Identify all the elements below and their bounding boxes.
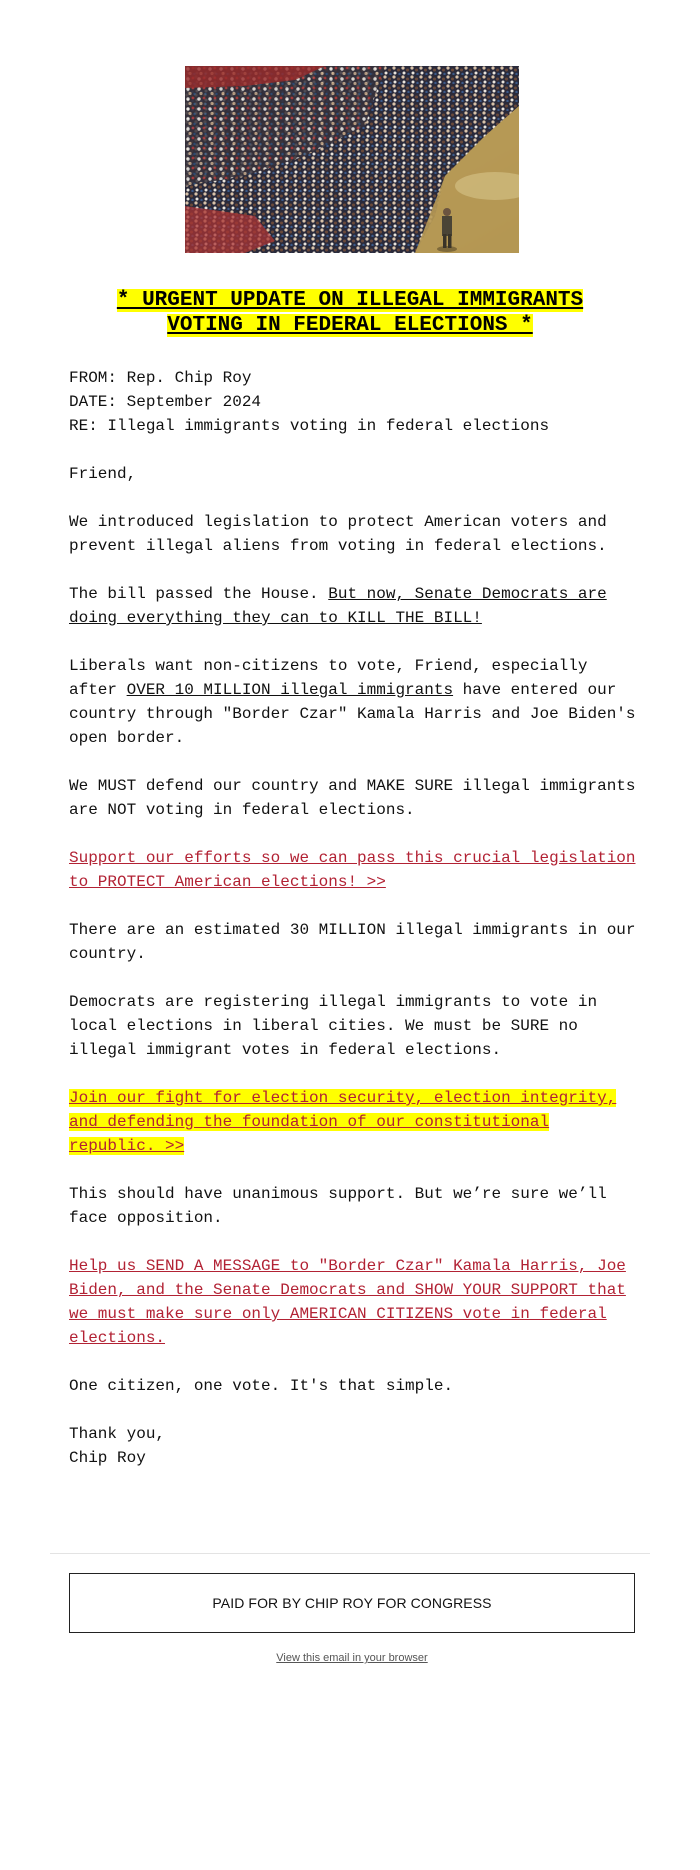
paid-for-disclaimer (69, 1573, 635, 1633)
memo-header (69, 366, 639, 438)
paragraph-link-message (69, 1254, 639, 1350)
paragraph-intro: We introduced legislation to protect American voters and prevent illegal aliens from voting in federal elections. (69, 513, 607, 555)
headline-line-1: * URGENT UPDATE ON ILLEGAL IMMIGRANTS (116, 289, 584, 312)
liberals-text-a: Liberals want non-citizens to vote, Friend, especially after (69, 657, 588, 699)
paragraph-democrats: Democrats are registering illegal immigrants to vote in local elections in liberal cities. We must be SURE no illegal immigrant votes in federal elections. (69, 993, 598, 1059)
footer-divider (50, 1553, 650, 1554)
paragraph-link-join (69, 1086, 639, 1158)
paragraph-one-vote: One citizen, one vote. It's that simple. (69, 1377, 454, 1395)
memo-re: RE: Illegal immigrants voting in federal elections (69, 417, 550, 435)
paid-for-text: PAID FOR BY CHIP ROY FOR CONGRESS (212, 1595, 492, 1611)
paragraph-link-support (69, 846, 639, 894)
paragraph-estimate: There are an estimated 30 MILLION illegal immigrants in our country. (69, 921, 636, 963)
paragraph-bill-status (69, 582, 639, 630)
memo-date: DATE: September 2024 (69, 393, 262, 411)
ten-million-text: OVER 10 MILLION illegal immigrants (126, 681, 454, 699)
signature (69, 1422, 639, 1470)
bill-passed-text: The bill passed the House. (69, 585, 329, 603)
signoff-closing: Thank you, (69, 1425, 166, 1443)
email-body (69, 366, 639, 1494)
hero-image (185, 66, 519, 253)
kill-the-bill-text: But now, Senate Democrats are doing everything they can to KILL THE BILL! (69, 585, 607, 627)
headline-line-2: VOTING IN FEDERAL ELECTIONS * (167, 314, 533, 337)
liberals-text-b: have entered our country through "Border Czar" Kamala Harris and Joe Biden's open border. (69, 681, 636, 747)
send-message-link[interactable]: Help us SEND A MESSAGE to "Border Czar" Kamala Harris, Joe Biden, and the Senate Democrats and SHOW YOUR SUPPORT that we must make sure only AMERICAN CITIZENS vote in federal elections. (69, 1257, 626, 1347)
signoff-name: Chip Roy (69, 1449, 146, 1467)
view-in-browser-link[interactable]: View this email in your browser (276, 1652, 428, 1664)
join-fight-link[interactable]: Join our fight for election security, election integrity, and defending the foundation of our constitutional republic. >> (69, 1089, 617, 1155)
greeting: Friend, (69, 465, 137, 483)
paragraph-defend: We MUST defend our country and MAKE SURE illegal immigrants are NOT voting in federal elections. (69, 777, 636, 819)
headline (69, 288, 631, 338)
paragraph-opposition: This should have unanimous support. But we’re sure we’ll face opposition. (69, 1185, 607, 1227)
memo-from: FROM: Rep. Chip Roy (69, 369, 252, 387)
support-efforts-link[interactable]: Support our efforts so we can pass this crucial legislation to PROTECT American elections! >> (69, 849, 636, 891)
paragraph-liberals (69, 654, 639, 750)
